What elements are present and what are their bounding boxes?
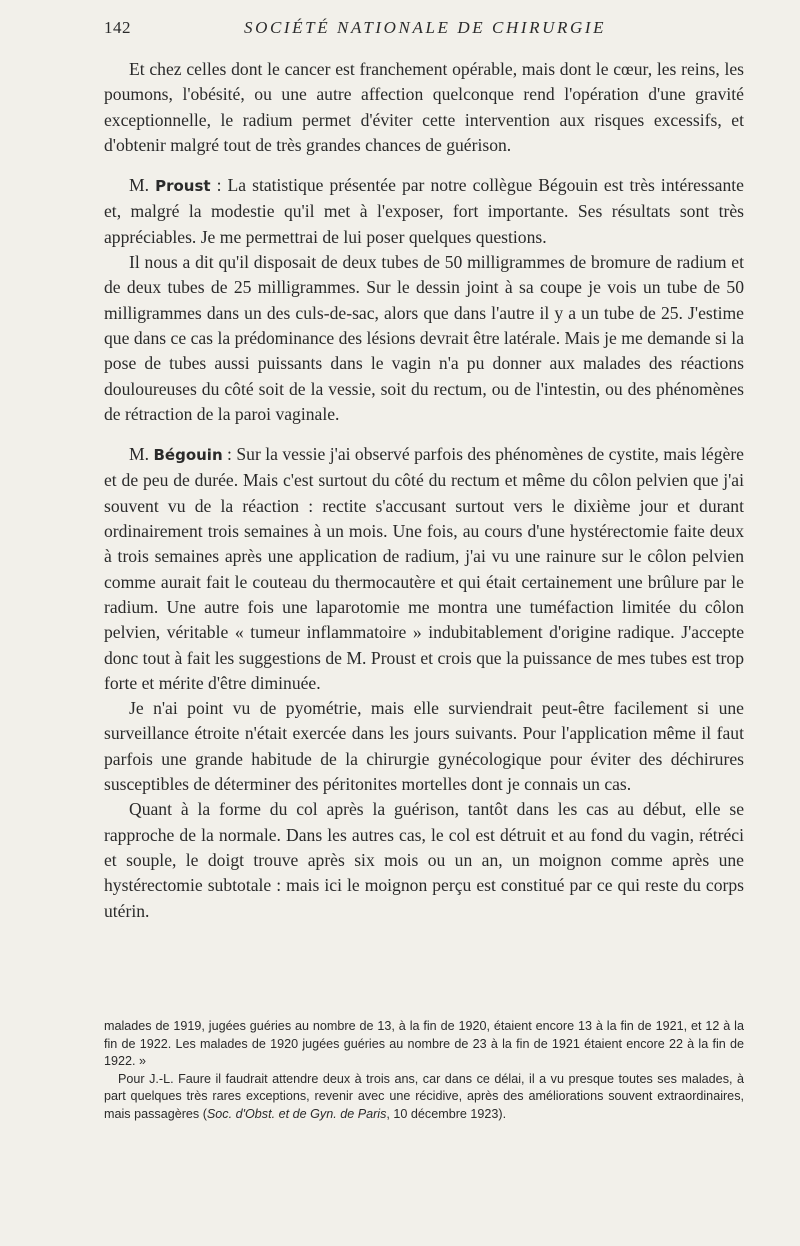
footnote-text: Pour J.-L. Faure il faudrait attendre deux à trois ans, car dans ce délai, il a vu presque toutes ses malades, à part quelques très rares exceptions, revenir avec une récidive, après des améliorations souvent extraordinaires, mais passagères (: [104, 1071, 744, 1121]
footnote-continuation: malades de 1919, jugées guéries au nombre de 13, à la fin de 1920, étaient encore 13 à la fin de 1921, et 12 à la fin de 1922. Les malades de 1920 jugées guéries au nombre de 23 à la fin de 1921 étaient encore 22 à la fin de 1922. »: [104, 1019, 744, 1069]
running-head: SOCIÉTÉ NATIONALE DE CHIRURGIE: [244, 18, 607, 37]
paragraph-2-proust: [104, 173, 744, 250]
page-number: 142: [104, 18, 131, 37]
body-text: [104, 57, 744, 924]
paragraph-4-begouin: [104, 442, 744, 696]
speaker-name-proust: Proust: [155, 177, 211, 196]
speaker-prefix: M.: [129, 175, 156, 196]
paragraph-5: [104, 696, 744, 797]
paragraph-text: Et chez celles dont le cancer est franchement opérable, mais dont le cœur, les reins, les poumons, l'obésité, ou une autre affection quelconque rend l'opération d'une gravité exceptionnelle, le radium permet d'éviter cette intervention aux risques excessifs, et d'obtenir malgré tout de très grandes chances de guérison.: [104, 59, 744, 155]
page-header: [104, 18, 744, 44]
paragraph-text: Je n'ai point vu de pyométrie, mais elle surviendrait peut-être facilement si une surveillance étroite n'était exercée dans les jours suivants. Pour l'application même il faut parfois une grande habitude de la chirurgie gynécologique pour éviter des déchirures susceptibles de déterminer des péritonites mortelles dont je connais un cas.: [104, 698, 744, 795]
speaker-name-begouin: Bégouin: [153, 446, 223, 465]
paragraph-text: Quant à la forme du col après la guérison, tantôt dans les cas au début, elle se rapproche de la normale. Dans les autres cas, le col est détruit et au fond du vagin, rétréci et souple, le doigt trouve après six mois ou un an, un moignon comme après une hystérectomie subtotale : mais ici le moignon perçu est constitué par ce qui reste du corps utérin.: [104, 799, 744, 921]
footnote-faure: [104, 1071, 744, 1124]
paragraph-3: [104, 250, 744, 427]
paragraph-text: Il nous a dit qu'il disposait de deux tubes de 50 milligrammes de bromure de radium et de deux tubes de 25 milligrammes. Sur le dessin joint à sa coupe je vois un tube de 50 milligrammes dans un des culs-de-sac, alors que dans l'autre il y a un tube de 25. J'estime que dans ce cas la prédominance des lésions devrait être latérale. Mais je me demande si la pose de tubes aussi puissants dans le vagin n'a pu donner aux malades des réactions douloureuses du côté soit de la vessie, soit du rectum, ou de l'intestin, ou des phénomènes de rétraction de la paroi vaginale.: [104, 252, 744, 424]
footnote-citation: Soc. d'Obst. et de Gyn. de Paris: [206, 1106, 387, 1121]
footnote-date: , 10 décembre 1923).: [386, 1106, 507, 1121]
paragraph-6: [104, 797, 744, 923]
paragraph-text: : Sur la vessie j'ai observé parfois des phénomènes de cystite, mais légère et de peu de durée. Mais c'est surtout du côté du rectum et même du côlon pelvien que j'ai souvent vu de la réaction : rectite s'accusant surtout vers le dixième jour et durant ordinairement trois semaines à un mois. Une fois, au cours d'une hystérectomie faite deux à trois semaines après une application de radium, j'ai vu une rainure sur le côlon pelvien comme aurait fait le couteau du thermocautère et qui était certainement une brûlure par le radium. Une autre fois une laparotomie me montra une tuméfaction limitée du côlon pelvien, véritable « tumeur inflammatoire » indubitablement d'origine radique. J'accepte donc tout à fait les suggestions de M. Proust et crois que la puissance de mes tubes est trop forte et mérite d'être diminuée.: [104, 444, 744, 693]
speaker-prefix: M.: [129, 444, 154, 465]
paragraph-1: [104, 57, 744, 158]
footnotes: [104, 1018, 744, 1124]
paragraph-text: : La statistique présentée par notre collègue Bégouin est très intéressante et, malgré la modestie qu'il met à l'exposer, fort importante. Ses résultats sont très appréciables. Je me permettrai de lui poser quelques questions.: [104, 175, 744, 247]
